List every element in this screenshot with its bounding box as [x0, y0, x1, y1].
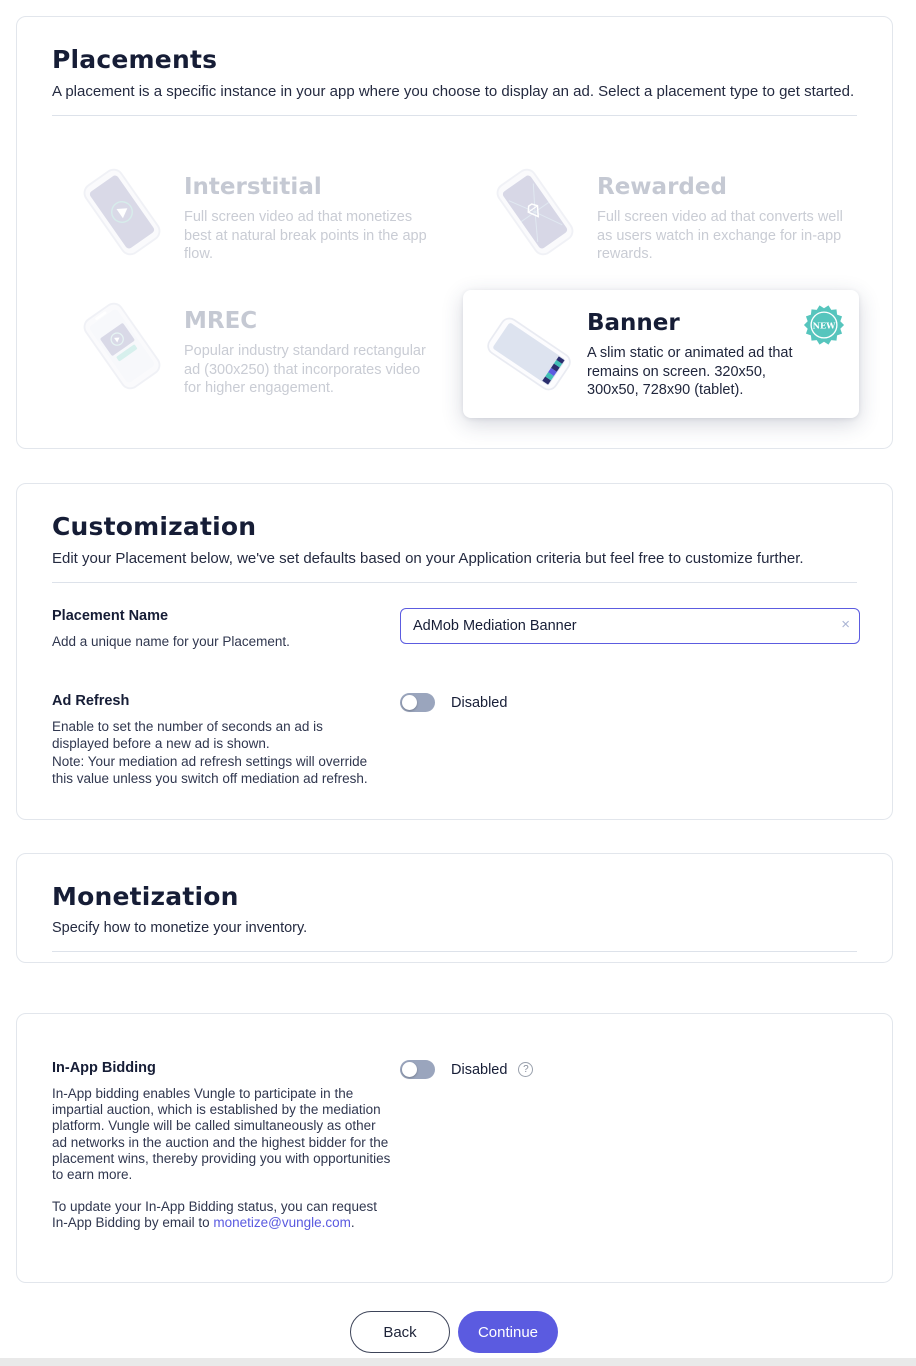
window-bottom-edge: [0, 1358, 916, 1366]
footer-actions: [0, 1311, 916, 1353]
in-app-bidding-paragraph-2: [52, 1199, 392, 1231]
in-app-bidding-label: In-App Bidding: [52, 1060, 156, 1076]
svg-text:NEW: NEW: [812, 320, 836, 331]
back-button[interactable]: Back: [350, 1311, 450, 1353]
mrec-phone-icon: [66, 290, 178, 402]
ad-refresh-state: Disabled: [451, 694, 508, 711]
mrec-description: Popular industry standard rectangular ad (300x250) that incorporates video for higher engagement.: [184, 343, 426, 397]
in-app-bidding-state: Disabled: [451, 1061, 508, 1078]
ad-refresh-help-1: Enable to set the number of seconds an ad is displayed before a new ad is shown.: [52, 719, 323, 751]
toggle-knob: [402, 695, 417, 710]
banner-title: Banner: [587, 310, 680, 336]
placement-type-rewarded[interactable]: [479, 156, 879, 268]
monetization-card: [16, 853, 893, 963]
ad-refresh-label: Ad Refresh: [52, 693, 130, 710]
placement-name-input[interactable]: [400, 608, 860, 644]
in-app-bidding-card: [16, 1013, 893, 1283]
mrec-title: MREC: [184, 308, 258, 334]
placement-type-banner-selected[interactable]: [463, 290, 859, 418]
new-badge-icon: [803, 304, 845, 346]
banner-phone-icon: [477, 302, 581, 406]
ad-refresh-toggle[interactable]: [400, 693, 435, 712]
rewarded-description: Full screen video ad that converts well as users watch in exchange for in-app rewards.: [597, 209, 843, 263]
in-app-bidding-paragraph-1: In-App bidding enables Vungle to participate in the impartial auction, which is established by the mediation platform. Vungle will be called simultaneously as other ad networks in the auction and the highest bidder for the placement wins, thereby providing you with opportunities to earn more.: [52, 1086, 391, 1182]
in-app-bidding-toggle[interactable]: [400, 1060, 435, 1079]
placement-name-label: Placement Name: [52, 608, 169, 624]
customization-description: Edit your Placement below, we've set defaults based on your Application criteria but feel free to customize further.: [52, 550, 804, 567]
placement-type-mrec[interactable]: [66, 290, 466, 402]
placements-card: [16, 16, 893, 449]
ad-refresh-help-2: Note: Your mediation ad refresh settings will override this value unless you switch off mediation ad refresh.: [52, 754, 368, 786]
divider: [52, 115, 857, 116]
placement-type-interstitial[interactable]: [66, 156, 466, 268]
customization-card: [16, 483, 893, 820]
customization-title: Customization: [52, 512, 257, 541]
paragraph-2-text: To update your In-App Bidding status, you can request In-App Bidding by email to: [52, 1199, 377, 1231]
divider: [52, 951, 857, 952]
rewarded-phone-icon: [479, 156, 591, 268]
monetize-email-link[interactable]: monetize@vungle.com: [213, 1215, 351, 1231]
placements-description: A placement is a specific instance in your app where you choose to display an ad. Select a placement type to get started.: [52, 83, 855, 100]
banner-description: A slim static or animated ad that remains on screen. 320x50, 300x50, 728x90 (tablet).: [587, 345, 793, 399]
interstitial-phone-icon: [66, 156, 178, 268]
in-app-bidding-row: [17, 1060, 892, 1232]
placement-name-row: [17, 608, 892, 650]
monetization-title: Monetization: [52, 882, 239, 911]
help-icon[interactable]: ?: [518, 1062, 533, 1077]
placement-name-help: Add a unique name for your Placement.: [52, 634, 290, 649]
interstitial-title: Interstitial: [184, 174, 322, 200]
continue-button[interactable]: Continue: [458, 1311, 558, 1353]
toggle-knob: [402, 1062, 417, 1077]
monetization-description: Specify how to monetize your inventory.: [52, 920, 308, 936]
clear-input-icon[interactable]: ×: [841, 616, 850, 633]
rewarded-title: Rewarded: [597, 174, 727, 200]
placements-title: Placements: [52, 45, 218, 74]
interstitial-description: Full screen video ad that monetizes best at natural break points in the app flow.: [184, 209, 427, 263]
paragraph-2-period: .: [350, 1215, 355, 1231]
ad-refresh-row: [17, 693, 892, 787]
divider: [52, 582, 857, 583]
